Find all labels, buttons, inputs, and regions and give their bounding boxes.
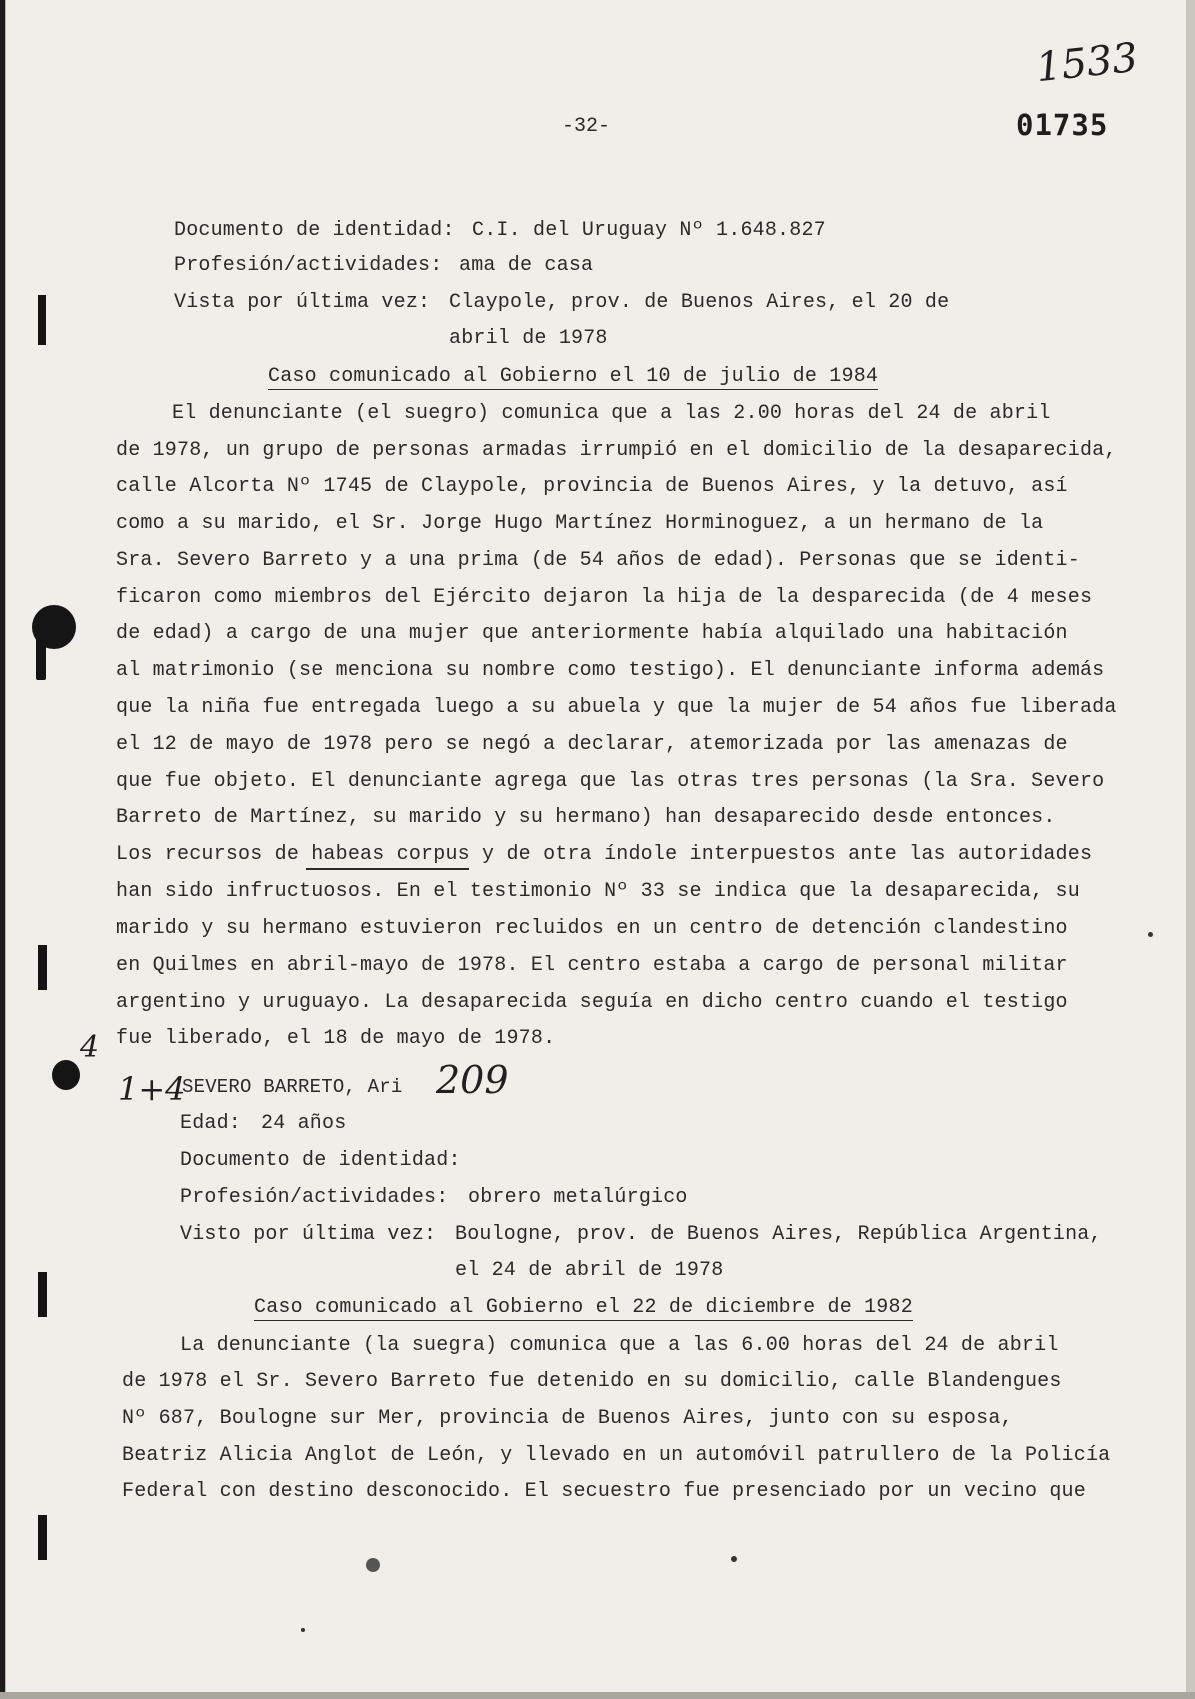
- handwritten-folio: 1533: [1033, 34, 1140, 92]
- habeas-corpus-underline: [306, 868, 469, 870]
- entry1-body-line: han sido infructuosos. En el testimonio Nº 33 se indica que la desaparecida, su: [116, 880, 1080, 903]
- entry1-body-line: al matrimonio (se menciona su nombre como testigo). El denunciante informa además: [116, 659, 1105, 682]
- entry2-profession-value: obrero metalúrgico: [468, 1186, 688, 1209]
- entry1-body-line: que fue objeto. El denunciante agrega que las otras tres personas (la Sra. Severo: [116, 770, 1105, 793]
- document-page: [6, 0, 1186, 1692]
- margin-ink-blot: [52, 1060, 80, 1090]
- scan-edge-left: [0, 0, 5, 1699]
- entry2-last-seen-label: Visto por última vez:: [180, 1223, 437, 1246]
- entry2-body-line: Beatriz Alicia Anglot de León, y llevado en un automóvil patrullero de la Policía: [122, 1444, 1111, 1467]
- entry1-id-doc-value: C.I. del Uruguay Nº 1.648.827: [472, 219, 826, 242]
- entry2-case-heading: Caso comunicado al Gobierno el 22 de diciembre de 1982: [254, 1296, 913, 1319]
- entry1-body-line: marido y su hermano estuvieron recluidos en un centro de detención clandestino: [116, 917, 1068, 940]
- entry2-last-seen-value-1: Boulogne, prov. de Buenos Aires, República Argentina,: [455, 1223, 1102, 1246]
- entry1-body-line: El denunciante (el suegro) comunica que a las 2.00 horas del 24 de abril: [172, 402, 1051, 425]
- entry2-name: SEVERO BARRETO, Ari: [182, 1076, 403, 1098]
- entry1-body-line: fue liberado, el 18 de mayo de 1978.: [116, 1027, 556, 1050]
- entry1-body-line: de edad) a cargo de una mujer que anteriormente había alquilado una habitación: [116, 622, 1068, 645]
- entry1-body-line: calle Alcorta Nº 1745 de Claypole, provincia de Buenos Aires, y la detuvo, así: [116, 475, 1068, 498]
- binding-mark: [38, 1272, 47, 1317]
- entry1-profession-label: Profesión/actividades:: [174, 254, 443, 277]
- entry2-body-line: de 1978 el Sr. Severo Barreto fue detenido en su domicilio, calle Blandengues: [122, 1370, 1062, 1393]
- entry1-body-line: Sra. Severo Barreto y a una prima (de 54 años de edad). Personas que se identi-: [116, 549, 1080, 572]
- scan-speck: [1148, 932, 1153, 937]
- entry2-id-doc-label: Documento de identidad:: [180, 1149, 461, 1172]
- binding-mark: [38, 1515, 47, 1560]
- entry1-body-line: argentino y uruguayo. La desaparecida seguía en dicho centro cuando el testigo: [116, 991, 1068, 1014]
- handwritten-entry-count: 1+4: [118, 1070, 186, 1108]
- handwritten-entry-number: 209: [436, 1058, 509, 1102]
- binding-hole: [32, 605, 76, 649]
- entry1-id-doc-label: Documento de identidad:: [174, 219, 455, 242]
- entry1-body-line: ficaron como miembros del Ejército dejaron la hija de la desparecida (de 4 meses: [116, 586, 1093, 609]
- binding-mark: [38, 945, 47, 990]
- entry1-last-seen-value-2: abril de 1978: [449, 327, 608, 350]
- entry1-last-seen-label: Vista por última vez:: [174, 291, 431, 314]
- entry2-profession-label: Profesión/actividades:: [180, 1186, 449, 1209]
- entry1-body-line: en Quilmes en abril-mayo de 1978. El centro estaba a cargo de personal militar: [116, 954, 1068, 977]
- entry1-body-line: Barreto de Martínez, su marido y su hermano) han desaparecido desde entonces.: [116, 806, 1056, 829]
- entry2-body-line: Federal con destino desconocido. El secuestro fue presenciado por un vecino que: [122, 1480, 1086, 1503]
- entry1-body-line: que la niña fue entregada luego a su abuela y que la mujer de 54 años fue liberada: [116, 696, 1117, 719]
- entry1-profession-value: ama de casa: [459, 254, 594, 277]
- entry1-last-seen-value-1: Claypole, prov. de Buenos Aires, el 20 de: [449, 291, 950, 314]
- entry1-body-line: como a su marido, el Sr. Jorge Hugo Martínez Horminoguez, a un hermano de la: [116, 512, 1044, 535]
- entry1-body-line: el 12 de mayo de 1978 pero se negó a declarar, atemorizada por las amenazas de: [116, 733, 1068, 756]
- scan-speck: [731, 1556, 737, 1562]
- binding-mark: [38, 295, 46, 345]
- entry2-body-line: Nº 687, Boulogne sur Mer, provincia de Buenos Aires, junto con su esposa,: [122, 1407, 1013, 1430]
- scan-speck: [366, 1558, 380, 1572]
- entry2-last-seen-value-2: el 24 de abril de 1978: [455, 1259, 724, 1282]
- handwritten-margin-mark: 4: [80, 1030, 100, 1065]
- scan-speck: [301, 1628, 305, 1632]
- scan-edge-bottom: [0, 1692, 1195, 1699]
- entry2-age-value: 24 años: [261, 1112, 347, 1135]
- entry1-body-line: Los recursos de habeas corpus y de otra índole interpuestos ante las autoridades: [116, 843, 1093, 866]
- stamp-number: 01735: [1016, 108, 1109, 142]
- entry2-body-line: La denunciante (la suegra) comunica que a las 6.00 horas del 24 de abril: [180, 1334, 1059, 1357]
- entry1-case-heading: Caso comunicado al Gobierno el 10 de julio de 1984: [268, 365, 879, 388]
- page-number: -32-: [562, 115, 611, 138]
- scan-edge-right: [1186, 0, 1195, 1699]
- entry1-body-line: de 1978, un grupo de personas armadas irrumpió en el domicilio de la desaparecida,: [116, 439, 1117, 462]
- entry2-age-label: Edad:: [180, 1112, 242, 1135]
